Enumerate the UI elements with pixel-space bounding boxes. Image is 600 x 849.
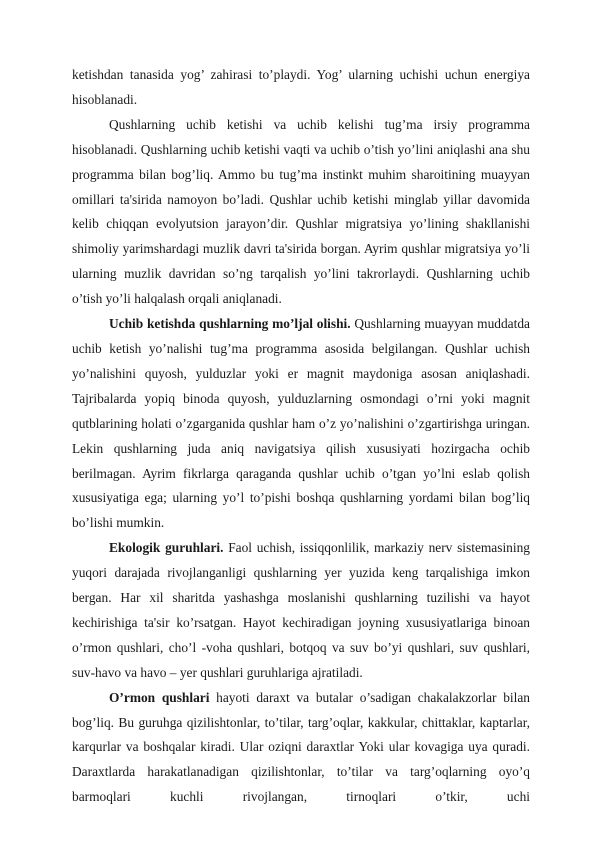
paragraph-heading: Uchib ketishda qushlarning mo’ljal olishi. xyxy=(109,316,351,332)
paragraph-text: ketishdan tanasida yog’ zahirasi to’playdi. Yog’ ularning uchishi uchun energiya hisoblanadi. xyxy=(72,67,530,107)
paragraph-continuation xyxy=(72,63,530,113)
paragraph-heading: O’rmon qushlari xyxy=(109,689,210,705)
document-page xyxy=(72,63,530,810)
paragraph-text: Faol uchish, issiqqonlilik, markaziy nerv sistemasining yuqori darajada rivojlanganligi qushlarning yer yuzida keng tarqalishiga imkon bergan. Har xil sharitda yashashga moslanishi qushlarning tuzilishi va hayot kechirishiga ta'sir ko’rsatgan. Hayot kechiradigan joyning xususiyatlariga binoan o’rmon qushlari, cho’l -voha qushlari, botqoq va suv bo’yi qushlari, suv qushlari, suv-havo va havo – yer qushlari guruhlariga ajratiladi. xyxy=(72,540,530,680)
paragraph-forest-birds xyxy=(72,686,530,811)
paragraph-text: Qushlarning muayyan muddatda uchib ketish yo’nalishi tug’ma programma asosida belgilangan. Qushlar uchish yo’nalishini quyosh, yulduzlar yoki er magnit maydoniga asosan aniqlashadi. Tajribalarda yopiq binoda quyosh, yulduzlarning osmondagi o’rni yoki magnit qutblarining holati o’zgarganida qushlar ham o’z yo’nalishini o’zgartirishga uringan. Lekin qushlarning juda aniq navigatsiya qilish xususiyati hozirgacha ochib berilmagan. Ayrim fikrlarga qaraganda qushlar uchib o’tgan yo’lni eslab qolish xususiyatiga ega; ularning yo’l to’pishi boshqa qushlarning yordami bilan bog’liq bo’lishi mumkin. xyxy=(72,316,530,531)
paragraph-migration-program xyxy=(72,113,530,312)
paragraph-text: Qushlarning uchib ketishi va uchib kelishi tug’ma irsiy programma hisoblanadi. Qushlarning uchib ketishi vaqti va uchib o’tish yo’lini aniqlashi ana shu programma bilan bog’liq. Ammo bu tug’ma instinkt muhim sharoitining muayyan omillari ta'sirida namoyon bo’ladi. Qushlar uchib ketishi minglab yillar davomida kelib chiqqan evolyutsion jarayon’dir. Qushlar migratsiya yo’lining shakllanishi shimoliy yarimshardagi muzlik davri ta'sirida borgan. Ayrim qushlar migratsiya yo’li ularning muzlik davridan so’ng tarqalish yo’lini takrorlaydi. Qushlarning uchib o’tish yo’li halqalash orqali aniqlanadi. xyxy=(72,116,530,307)
paragraph-heading: Ekologik guruhlari. xyxy=(109,540,224,556)
paragraph-ecological-groups xyxy=(72,536,530,685)
paragraph-text: hayoti daraxt va butalar o’sadigan chakalakzorlar bilan bog’liq. Bu guruhga qizilishtonlar, to’tilar, targ’oqlar, kakkular, chittaklar, kaptarlar, karqurlar va boshqalar kiradi. Ular oziqni daraxtlar Yoki ular kovagiga uya quradi. Daraxtlarda harakatlanadigan qizilishtonlar, to’tilar va targ’oqlarning oyo’q barmoqlari kuchli rivojlangan, tirnoqlari o’tkir, uchi xyxy=(72,689,530,805)
paragraph-orientation xyxy=(72,312,530,536)
